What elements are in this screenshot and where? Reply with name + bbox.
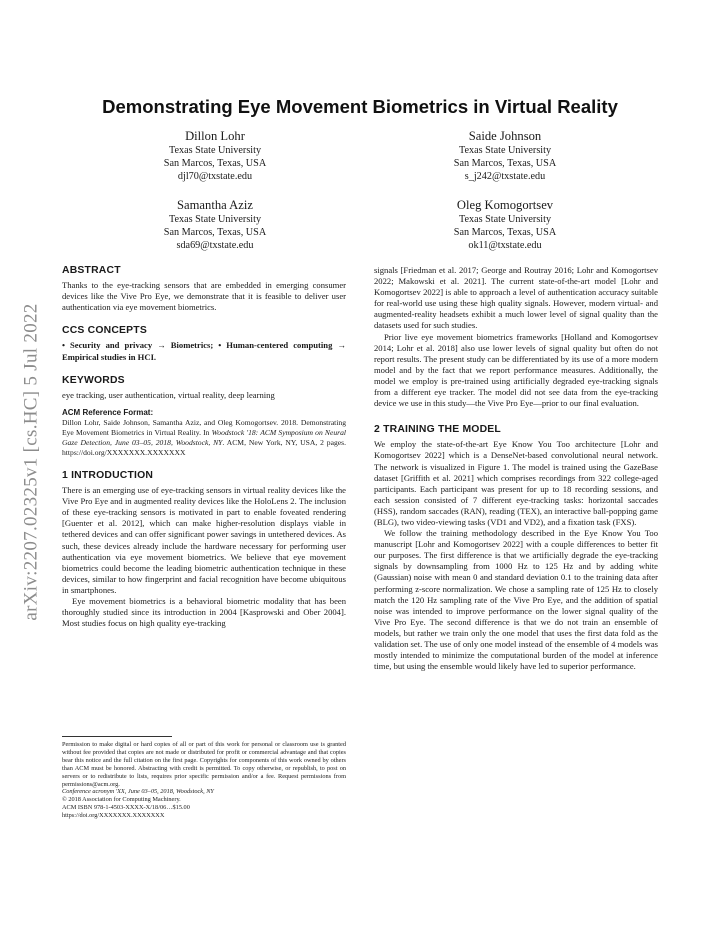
abstract-heading: ABSTRACT [62,265,121,276]
author-block [95,128,335,183]
author-email: s_j242@txstate.edu [464,171,546,182]
arxiv-sidebar-stamp [20,262,44,662]
author-email: sda69@txstate.edu [176,240,254,251]
author-location: San Marcos, Texas, USA [453,158,557,169]
introduction-heading: 1 INTRODUCTION [62,469,154,481]
introduction-paragraph: Eye movement biometrics is a behavioral biometric modality that has been thoroughly studied since its introduction in 2004 [Kasprowski and Ober 2004]. Most studies focus on high quality eye-tracking [62,595,346,629]
author-affiliation: Texas State University [458,145,552,156]
author-location: San Marcos, Texas, USA [453,227,557,238]
author-name: Saide Johnson [468,129,542,143]
author-name: Samantha Aziz [177,198,253,212]
copyright-line: © 2018 Association for Computing Machinery. [62,796,181,804]
permission-text: Permission to make digital or hard copies of all or part of this work for personal or classroom use is granted without fee provided that copies are not made or distributed for profit or commercial advantage and that copies bear this notice and the full citation on the first page. Copyrights for components of this work owned by others than ACM must be honored. Abstracting with credit is permitted. To copy otherwise, or republish, to post on servers or to redistribute to lists, requires prior specific permission and/or a fee. Request permissions from permissions@acm.org. [62,741,346,788]
author-location: San Marcos, Texas, USA [163,158,267,169]
acm-reference-heading: ACM Reference Format: [62,407,154,417]
body-paragraph: Prior live eye movement biometrics frameworks [Holland and Komogortsev 2014; Lohr et al. 2018] also use lower levels of signal quality but often do not report results. The present study can be differentiated by its use of a more modern model and by the fact that we report performance measures. Additionally, the model we employ is pre-trained using artificially degraded eye-tracking signals from a different eye tracker. The model did not see data from the eye-tracking device we use in this study—the Vive Pro Eye—prior to our final evaluation. [374,331,658,409]
left-column [62,265,346,629]
author-location: San Marcos, Texas, USA [163,227,267,238]
keywords-heading: KEYWORDS [62,374,125,386]
body-paragraph: We follow the training methodology described in the Eye Know You Too manuscript [Lohr and Komogortsev 2022] with a couple differences to better fit our purposes. The first difference is that we artificially degrade the eye-tracking signals by downsampling from 1000 Hz to 125 Hz and by adding white (Gaussian) noise with mean 0 and standard deviation 0.1 to the training data after performing z-score normalization. We chose a sampling rate of 125 Hz to closely match the 120 Hz sampling rate of the Vive Pro Eye, and the addition of spatial noise was intended to improve performance on the lower signal quality of the Vive Pro Eye. The second difference is that we do not train an ensemble of models, but rather we train only the one model that uses the first data fold as the validation set. The use of only one model instead of the ensemble of 4 models was mostly intended to minimize the computational burden of the model at inference time, but using the ensemble would likely have led to superior performance. [374,528,658,672]
body-paragraph: We employ the state-of-the-art Eye Know You Too architecture [Lohr and Komogortsev 2022] which is a DenseNet-based convolutional neural network. The network is visualized in Figure 1. The model is trained using the GazeBase dataset [Griffith et al. 2021] which comprises recordings from 322 college-aged participants. Each participant was present for up to 18 recording sessions, and each session consisted of 7 different eye-tracking tasks: horizontal saccades (HSS), random saccades (RAN), reading (TEX), an interactive ball-popping game (BLG), two video-viewing tasks (VD1 and VD2), and a fixation task (FXS). [374,439,658,527]
permission-footnote [62,741,346,820]
arxiv-id: arXiv:2207.02325v1 [cs.HC] 5 Jul 2022 [21,303,42,621]
author-block [385,197,625,252]
author-email: ok11@txstate.edu [468,240,542,251]
right-column [374,265,658,672]
author-block [385,128,625,183]
body-paragraph: signals [Friedman et al. 2017; George and Routray 2016; Lohr and Komogortsev 2022; Makowski et al. 2021]. The current state-of-the-art model [Lohr and Komogortsev 2022] is able to approach a level of authentication accuracy suitable for real-world use using these high quality signals. However, modern virtual- and augmented-reality headsets exhibit a much lower level of signal quality than the datasets used for such studies. [374,265,658,331]
author-block [95,197,335,252]
author-affiliation: Texas State University [168,214,262,225]
author-email: djl70@txstate.edu [177,171,253,182]
conference-line: Conference acronym 'XX, June 03–05, 2018, Woodstock, NY [62,788,214,796]
acm-reference-tail: . ACM, New York, NY, USA, 2 pages. https://doi.org/XXXXXXX.XXXXXXX [62,437,346,457]
author-affiliation: Texas State University [458,214,552,225]
author-name: Dillon Lohr [185,129,245,143]
ccs-text: • Security and privacy → Biometrics; • Human-centered computing → Empirical studies in HCI. [62,340,346,362]
acm-reference-authors: Dillon Lohr, Saide Johnson, Samantha Aziz, and Oleg Komogortsev. 2018. Demonstrating Eye Movement Biometrics in Virtual Reality. In [62,417,346,437]
acm-reference-text [62,418,346,458]
ccs-heading: CCS CONCEPTS [62,325,147,337]
acm-reference-venue: Woodstock '18: ACM Symposium on Neural Gaze Detection, June 03–05, 2018, Woodstock, NY [62,427,347,447]
doi-line: https://doi.org/XXXXXXX.XXXXXXX [62,812,165,820]
isbn-line: ACM ISBN 978-1-4503-XXXX-X/18/06…$15.00 [62,804,190,812]
training-heading: 2 TRAINING THE MODEL [374,424,501,436]
keywords-text: eye tracking, user authentication, virtual reality, deep learning [62,389,275,400]
author-name: Oleg Komogortsev [456,198,554,212]
abstract-text: Thanks to the eye-tracking sensors that are embedded in emerging consumer devices like the Vive Pro Eye, we demonstrate that it is feasible to deliver user authentication via eye movement biometrics. [62,280,346,313]
footnote-rule [62,736,172,737]
paper-title: Demonstrating Eye Movement Biometrics in Virtual Reality [102,96,618,117]
author-affiliation: Texas State University [168,145,262,156]
introduction-paragraph: There is an emerging use of eye-tracking sensors in virtual reality devices like the Vive Pro Eye and in augmented reality devices like the HoloLens 2. The inclusion of these eye-tracking sensors is motivated in part to enable foveated rendering [Guenter et al. 2012], which can make higher-resolution displays viable in tethered devices and can offer significant power savings in untethered devices. As such, these devices already include the hardware necessary for performing user authentication via eye movement biometrics. We believe that eye movement biometrics could become the leading biometric authentication technique in these devices, similar to how fingerprint and facial recognition have become ubiquitous in smartphones. [62,485,346,595]
